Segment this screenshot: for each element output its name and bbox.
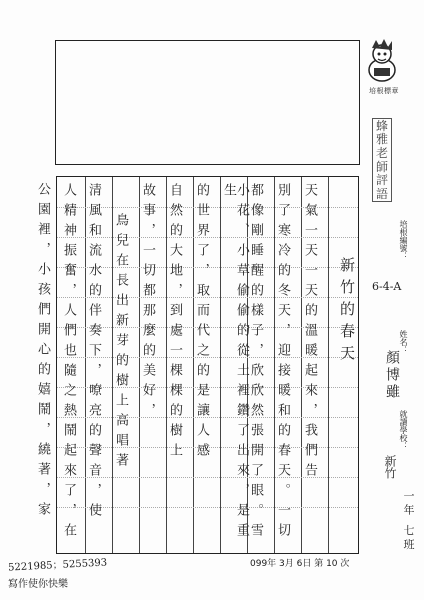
number-label: 培根編號： [399,220,408,260]
stamp-char: 雅 [375,132,388,147]
essay-column: 人精神振奮，人們也隨之熱鬧起來了，在 [61,183,76,543]
essay-column: 故事，一切都那麼的美好， [140,183,155,423]
stamp-char: 語 [375,187,388,202]
essay-column: 自然的大地，到處一棵棵的樹上 [167,183,182,463]
essay-column: 清風和流水的伴奏下，嘹亮的聲音，使 [86,183,101,523]
name-value: 顏博雖 [384,350,400,401]
essay-column: 都像剛睡醒的樣子，欣欣然張開了眼。雪 [248,183,263,543]
essay-column: 鳥兒在長出新芽的樹上高唱著 [113,213,128,473]
logo-caption: 培根標章 [369,87,399,95]
essay-column: 小花、小草偷偷的從土裡鑽了出來，是重生 [221,183,249,543]
school-label: 就讀學校： [399,410,408,450]
teacher-comment-stamp [372,118,392,202]
grid-column-line [220,177,221,553]
essay-column: 別了寒冷的冬天，迎接暖和的春天。一切 [275,183,290,543]
essay-column: 天氣一天一天的溫暖起來，我們告 [302,183,317,483]
handwritten-numbers: 5221985；5255393 [7,557,108,574]
number-value: 6-4-A [372,280,402,293]
writing-grid [56,176,359,554]
grade-value: 一年 七班 [402,490,415,553]
slogan: 寫作使你快樂 [8,579,68,590]
stamp-char: 師 [375,159,388,174]
mascot-icon [362,38,402,84]
grid-row-line [57,507,358,508]
stamp-char: 蜂 [375,118,388,133]
essay-column: 的世界了，取而代之的是讓人感 [194,183,209,463]
essay-title: 新竹的春天 [338,257,356,367]
submission-date: 099年 3月 6日 第 10 次 [250,559,350,569]
name-label: 姓名： [399,330,408,354]
school-value: 新竹 [383,455,397,479]
stamp-char: 老 [375,146,388,161]
essay-column: 公園裡，小孩們開心的嬉鬧，繞著，家 [35,182,50,522]
grid-column-line [328,177,329,553]
stamp-char: 評 [375,173,388,188]
teacher-comment-box [55,40,360,165]
